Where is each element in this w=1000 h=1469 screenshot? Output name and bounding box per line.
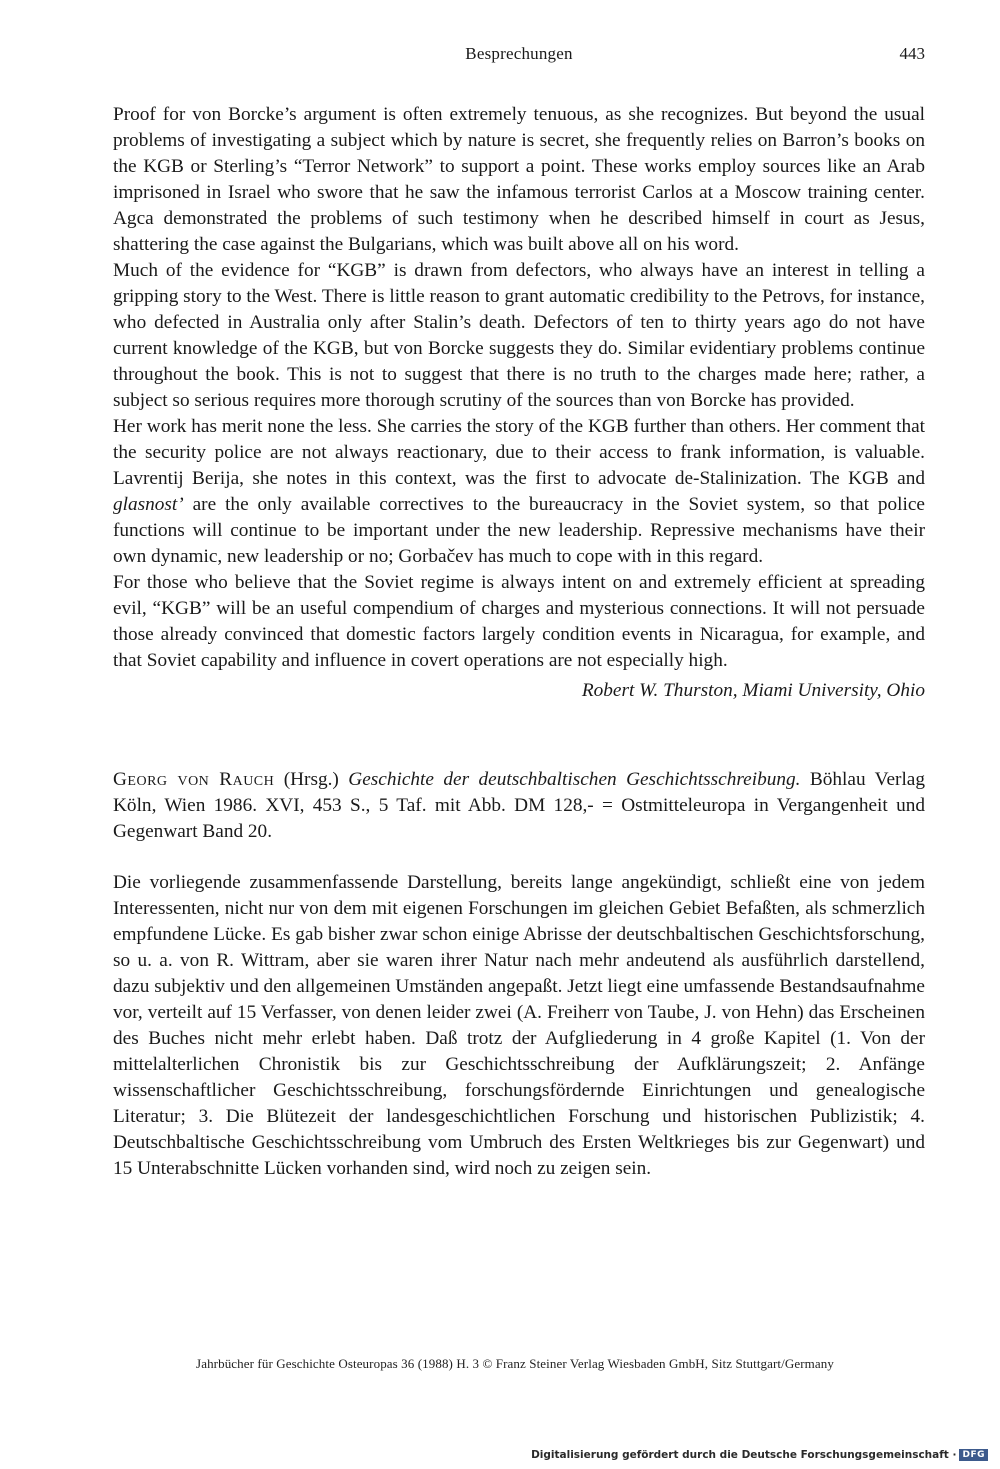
journal-citation-footer: Jahrbücher für Geschichte Osteuropas 36 (1988) H. 3 © Franz Steiner Verlag Wiesbaden GmbH, Sitz Stuttgart/Germany bbox=[196, 1356, 834, 1371]
review-thurston bbox=[113, 102, 925, 704]
review-rauch bbox=[113, 870, 925, 1182]
reviewer-signature: Robert W. Thurston, Miami University, Ohio bbox=[581, 680, 925, 701]
running-header bbox=[113, 44, 925, 74]
review-paragraph: For those who believe that the Soviet regime is always intent on and extremely efficient at spreading evil, “KGB” will be an useful compendium of charges and mysterious connections. It will not persuade those already convinced that domestic factors largely condition events in Nicaragua, for example, and that Soviet capability and influence in covert operations are not especially high. bbox=[113, 572, 925, 671]
dfg-logo-icon: DFG bbox=[959, 1449, 988, 1461]
book-citation bbox=[113, 767, 925, 845]
book-editor: Georg von Rauch bbox=[113, 769, 275, 790]
review-paragraph-text: Her work has merit none the less. She carries the story of the KGB further than others. Her comment that the security police are not always reactionary, due to their access to frank information, is valuable. Lavrentij Berija, she notes in this context, was the first to advocate de-Stalinization. The KGB and bbox=[113, 416, 925, 489]
editor-role: (Hrsg.) bbox=[274, 769, 349, 790]
running-title: Besprechungen bbox=[465, 44, 573, 63]
review-paragraph bbox=[113, 414, 925, 570]
page-number: 443 bbox=[899, 44, 925, 63]
digitization-note-text: Digitalisierung gefördert durch die Deutsche Forschungsgemeinschaft · bbox=[531, 1449, 957, 1461]
review-paragraph: Die vorliegende zusammenfassende Darstellung, bereits lange angekündigt, schließt eine von jedem Interessenten, nicht nur von dem mit eigenen Forschungen im gleichen Gebiet Befaßten, als schmerzlich empfundene Lücke. Es gab bisher zwar schon einige Abrisse der deutschbaltischen Geschichtsforschung, so u. a. von R. Wittram, aber sie waren ihrer Natur nach mehr andeutend als ausführlich darstellend, dazu subjektiv und den allgemeinen Umständen angepaßt. Jetzt liegt eine umfassende Bestandsaufnahme vor, verteilt auf 15 Verfasser, von denen leider zwei (A. Freiherr von Taube, J. von Hehn) das Erscheinen des Buches nicht mehr erlebt haben. Daß trotz der Aufgliederung in 4 große Kapitel (1. Von der mittelalterlichen Chronistik bis zur Geschichtsschreibung der Aufklärungszeit; 2. Anfänge wissenschaftlicher Geschichtsschreibung, forschungsfördernde Einrichtungen und genealogische Literatur; 3. Die Blütezeit der landesgeschichtlichen Forschung und historischen Publizistik; 4. Deutschbaltische Geschichtsschreibung vom Umbruch des Ersten Weltkrieges bis zur Gegenwart) und 15 Unterabschnitte Lücken vorhanden sind, wird noch zu zeigen sein. bbox=[113, 872, 925, 1179]
digitization-note bbox=[531, 1449, 988, 1461]
glasnost-term: glasnost’ bbox=[113, 494, 184, 515]
review-paragraph-text: are the only available correctives to the bureaucracy in the Soviet system, so that police functions will continue to be important under the new leadership. Repressive mechanisms have their own dynamic, new leadership or no; Gorbačev has much to cope with in this regard. bbox=[113, 494, 925, 567]
book-title: Geschichte der deutschbaltischen Geschichtsschreibung. bbox=[348, 769, 801, 790]
review-paragraph: Much of the evidence for “KGB” is drawn from defectors, who always have an interest in telling a gripping story to the West. There is little reason to grant automatic credibility to the Petrovs, for instance, who defected in Australia only after Stalin’s death. Defectors of ten to thirty years ago do not have current knowledge of the KGB, but von Borcke suggests they do. Similar evidentiary problems continue throughout the book. This is not to suggest that there is no truth to the charges made here; rather, a subject so serious requires more thorough scrutiny of the sources than von Borcke has provided. bbox=[113, 260, 925, 411]
page bbox=[113, 44, 925, 1182]
review-paragraph: Proof for von Borcke’s argument is often extremely tenuous, as she recognizes. But beyond the usual problems of investigating a subject which by nature is secret, she frequently relies on Barron’s books on the KGB or Sterling’s “Terror Network” to support a point. These works employ sources like an Arab imprisoned in Israel who swore that he saw the infamous terrorist Carlos at a Moscow training center. Agca demonstrated the problems of such testimony when he described himself in court as Jesus, shattering the case against the Bulgarians, which was built above all on his word. bbox=[113, 104, 925, 255]
publication-details: Böhlau Verlag Köln, Wien 1986. XVI, 453 S., 5 Taf. mit Abb. DM 128,- = Ostmitteleuropa in Vergangenheit und Gegenwart Band 20. bbox=[113, 769, 925, 842]
